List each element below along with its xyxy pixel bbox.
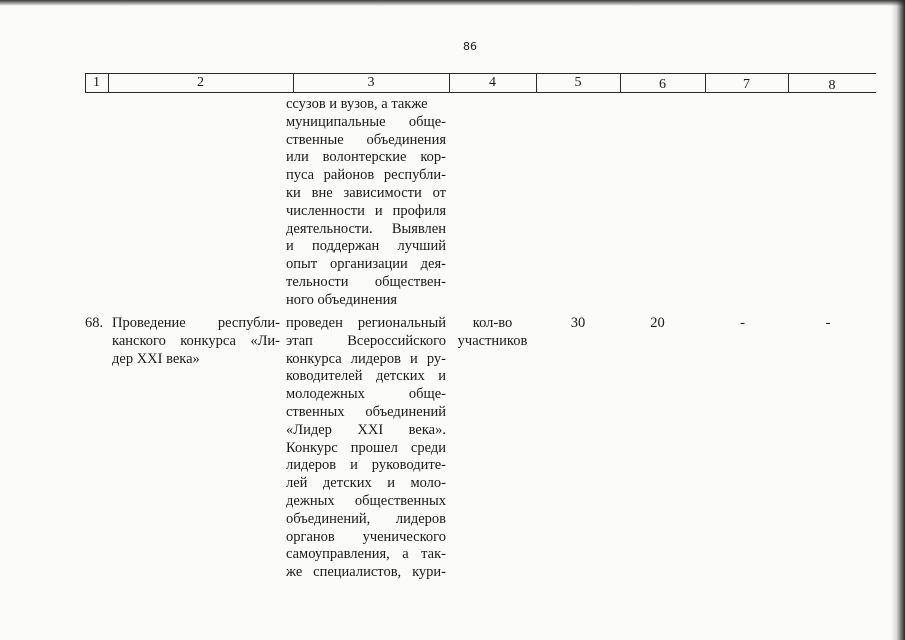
text-line: опыт организации дея- bbox=[286, 256, 446, 273]
column-number-2: 2 bbox=[197, 75, 204, 90]
text-line: ного объединения bbox=[286, 291, 398, 308]
text-line: или волонтерские кор- bbox=[286, 149, 446, 166]
row-number: 68. bbox=[85, 315, 104, 331]
row-68-col3-text bbox=[286, 315, 446, 582]
text-line: молодежных обще- bbox=[286, 386, 446, 403]
text-line: самоуправления, а так- bbox=[286, 546, 446, 563]
row-68-col7-value: - bbox=[740, 315, 745, 331]
text-line: численности и профиля bbox=[286, 202, 446, 219]
text-line: Конкурс прошел среди bbox=[286, 439, 446, 456]
text-line: дер XXI века» bbox=[112, 350, 200, 367]
page-number: 86 bbox=[463, 40, 477, 53]
column-number-8: 8 bbox=[828, 78, 836, 93]
text-line: тельности обществен- bbox=[286, 273, 446, 290]
column-number-7: 7 bbox=[743, 77, 750, 92]
text-line: канского конкурса «Ли- bbox=[112, 332, 280, 349]
text-line: этап Всероссийского bbox=[286, 332, 446, 349]
text-line: конкурса лидеров и ру- bbox=[286, 350, 446, 367]
row-68-col4-text bbox=[449, 315, 536, 351]
text-line: ственные объединения bbox=[286, 131, 446, 148]
text-line: Проведение республи- bbox=[112, 315, 280, 331]
text-line: «Лидер XXI века». bbox=[286, 421, 446, 438]
scan-edge-top bbox=[0, 0, 905, 6]
text-line: объединений, лидеров bbox=[286, 510, 446, 527]
text-line: ководителей детских и bbox=[286, 368, 446, 385]
text-line: лидеров и руководите- bbox=[286, 457, 446, 474]
text-line: деятельности. Выявлен bbox=[286, 220, 446, 237]
text-line: ссузов и вузов, а также bbox=[286, 96, 428, 112]
continuation-col3-text bbox=[286, 96, 446, 310]
column-number-3: 3 bbox=[367, 75, 375, 90]
text-line: лей детских и моло- bbox=[286, 475, 446, 492]
column-number-6: 6 bbox=[659, 77, 666, 92]
column-number-4: 4 bbox=[489, 75, 496, 90]
row-68-col2-text bbox=[112, 315, 280, 368]
column-number-1: 1 bbox=[93, 75, 100, 90]
text-line: пуса районов республи- bbox=[286, 167, 446, 184]
row-68-col8-value: - bbox=[825, 315, 831, 331]
text-line: муниципальные обще- bbox=[286, 113, 446, 130]
text-line: кол-во bbox=[472, 315, 513, 331]
scan-edge-right bbox=[891, 0, 905, 640]
text-line: проведен региональный bbox=[286, 315, 446, 331]
text-line: ственных объединений bbox=[286, 403, 446, 420]
text-line: участников bbox=[457, 332, 528, 349]
column-number-5: 5 bbox=[574, 75, 582, 90]
row-68-col6-value: 20 bbox=[650, 315, 665, 331]
text-line: ки вне зависимости от bbox=[286, 184, 446, 201]
row-68-col5-value: 30 bbox=[570, 315, 586, 331]
text-line: и поддержан лучший bbox=[286, 238, 446, 255]
text-line: дежных общественных bbox=[286, 492, 446, 509]
text-line: же специалистов, кури- bbox=[286, 564, 446, 581]
text-line: органов ученического bbox=[286, 528, 446, 545]
